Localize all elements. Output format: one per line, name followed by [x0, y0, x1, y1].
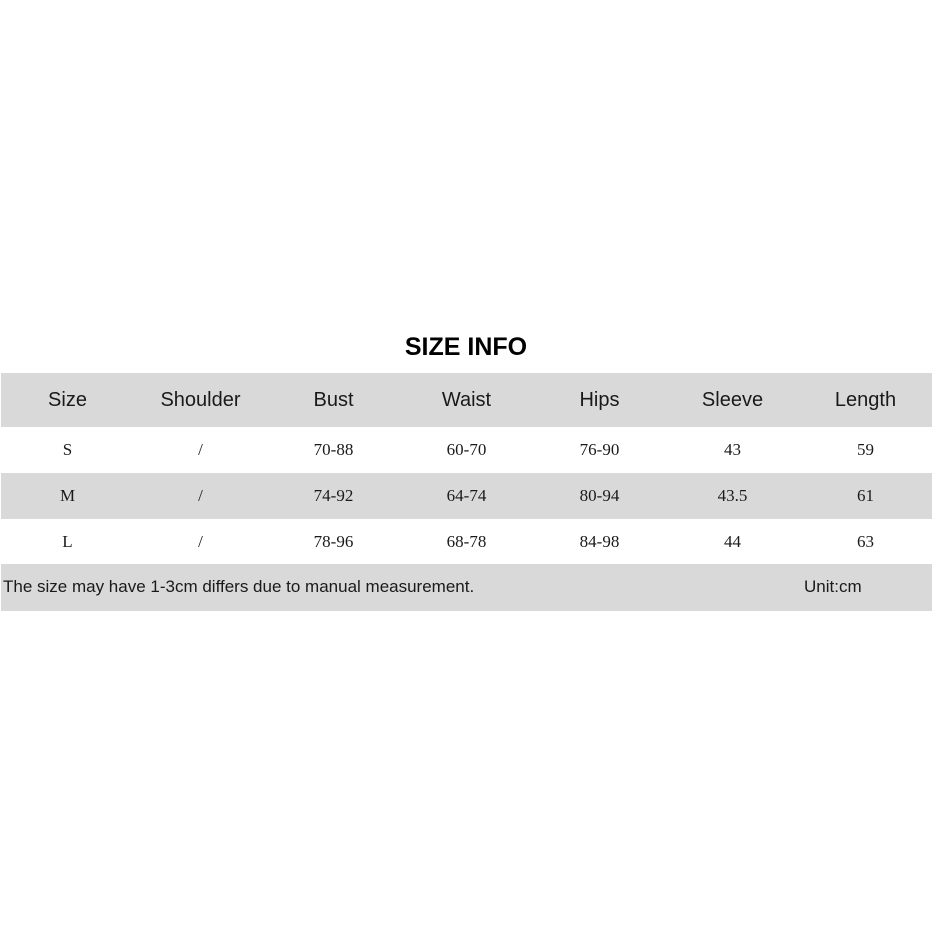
- header-shoulder: Shoulder: [160, 388, 241, 411]
- header-waist: Waist: [441, 388, 492, 411]
- page-title: SIZE INFO: [404, 333, 528, 361]
- cell-waist: 60-70: [446, 440, 487, 459]
- cell-hips: 76-90: [579, 440, 620, 459]
- measurement-note: The size may have 1-3cm differs due to manual measurement.: [3, 577, 475, 596]
- cell-size: M: [59, 486, 76, 505]
- header-size: Size: [48, 388, 87, 411]
- measurement-note-row: [1, 564, 932, 611]
- table-header-row: [1, 373, 932, 427]
- header-bust: Bust: [313, 388, 354, 411]
- cell-waist: 68-78: [446, 532, 487, 551]
- cell-size: L: [62, 532, 73, 551]
- cell-sleeve: 43: [724, 440, 741, 459]
- cell-size: S: [62, 440, 73, 459]
- cell-bust: 74-92: [313, 486, 354, 505]
- table-row-l: [1, 519, 932, 565]
- cell-bust: 78-96: [313, 532, 354, 551]
- unit-label: Unit:cm: [804, 577, 862, 596]
- cell-bust: 70-88: [313, 440, 354, 459]
- cell-shoulder: /: [198, 440, 203, 459]
- cell-sleeve: 44: [724, 532, 741, 551]
- header-sleeve: Sleeve: [701, 388, 764, 411]
- cell-waist: 64-74: [446, 486, 487, 505]
- header-length: Length: [834, 388, 897, 411]
- cell-sleeve: 43.5: [717, 486, 748, 505]
- cell-hips: 80-94: [579, 486, 620, 505]
- cell-shoulder: /: [198, 486, 203, 505]
- header-hips: Hips: [579, 388, 620, 411]
- size-table: [1, 373, 932, 565]
- table-row-m: [1, 473, 932, 519]
- cell-shoulder: /: [198, 532, 203, 551]
- table-row-s: [1, 427, 932, 473]
- cell-length: 59: [857, 440, 874, 459]
- cell-length: 63: [857, 532, 874, 551]
- cell-length: 61: [857, 486, 874, 505]
- cell-hips: 84-98: [579, 532, 620, 551]
